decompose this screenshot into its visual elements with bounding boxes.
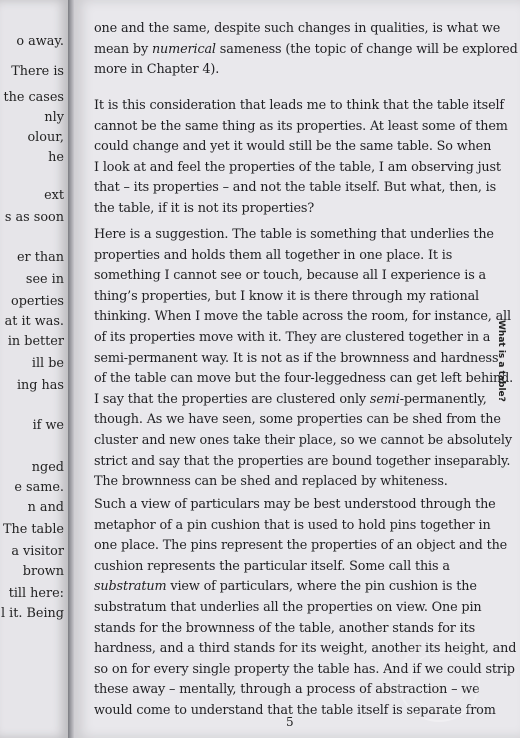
text-line: I say that the properties are clustered only semi-permanently, xyxy=(94,391,487,407)
left-page-text-fragment: at it was. xyxy=(4,314,64,329)
page-number: 5 xyxy=(286,715,294,729)
left-page-text-fragment: if we xyxy=(32,418,64,433)
text-line: mean by numerical sameness (the topic of change will be explored xyxy=(94,41,518,57)
left-page-text-fragment: There is xyxy=(11,64,64,79)
text-line: so on for every single property the table has. And if we could strip xyxy=(94,661,515,677)
left-page-text-fragment: he xyxy=(48,150,64,165)
left-page-text-fragment: o away. xyxy=(16,34,64,49)
left-page-text-fragment: a visitor xyxy=(11,544,64,559)
left-page-text-fragment: see in xyxy=(25,272,64,287)
text-line: It is this consideration that leads me to think that the table itself xyxy=(94,98,505,113)
left-page-text-fragment: er than xyxy=(16,250,64,265)
text-line: properties and holds them all together in one place. It is xyxy=(94,247,453,263)
text-line: cluster and new ones take their place, so we cannot be absolutely xyxy=(94,432,512,448)
left-page-text-fragment: ext xyxy=(44,188,64,203)
text-line: though. As we have seen, some properties can be shed from the xyxy=(94,412,501,428)
left-page-text-fragment: nged xyxy=(31,460,64,475)
emphasis-text: numerical xyxy=(151,41,216,57)
watermark-stamp xyxy=(398,640,480,722)
text-line: Such a view of particulars may be best understood through the xyxy=(94,497,496,512)
emphasis-text: semi xyxy=(369,391,400,407)
paragraph-2 xyxy=(94,96,508,220)
left-page-text-fragment: l it. Being xyxy=(0,606,64,621)
left-page-text-fragment: brown xyxy=(22,564,64,579)
text-line: I look at and feel the properties of the table, I am observing just xyxy=(94,159,501,175)
left-page-text-fragment: operties xyxy=(11,294,64,309)
text-line: cannot be the same thing as its properties. At least some of them xyxy=(94,118,508,134)
text-line: something I cannot see or touch, because all I experience is a xyxy=(94,268,487,284)
running-section-title: What is a table? xyxy=(496,320,506,402)
paragraph-1 xyxy=(94,19,518,81)
left-page-text-fragment: in better xyxy=(7,334,64,349)
left-page-text-fragment: e same. xyxy=(14,480,64,495)
left-page-text-fragment: The table xyxy=(2,522,64,537)
text-line: more in Chapter 4). xyxy=(94,62,220,78)
left-page-text-fragment: s as soon xyxy=(4,210,64,225)
text-line: one and the same, despite such changes in qualities, is what we xyxy=(94,21,501,36)
right-page xyxy=(74,0,520,738)
text-line: hardness, and a third stands for its weight, another its height, and xyxy=(94,641,517,657)
text-line: cushion represents the particular itself. Some call this a xyxy=(94,558,450,574)
left-page-text-fragment: olour, xyxy=(27,130,64,145)
text-line: stands for the brownness of the table, another stands for its xyxy=(94,620,475,636)
text-line: these away – mentally, through a process of abstraction – we xyxy=(94,682,480,698)
text-line: of its properties move with it. They are clustered together in a xyxy=(94,329,491,345)
text-line: of the table can move but the four-leggedness can get left behind. xyxy=(94,371,514,387)
left-page-text-fragment: the cases xyxy=(3,90,64,105)
text-line: Here is a suggestion. The table is something that underlies the xyxy=(94,227,494,242)
paragraph-3 xyxy=(94,225,513,493)
text-line: could change and yet it would still be the same table. So when xyxy=(94,139,492,155)
text-line: that – its properties – and not the table itself. But what, then, is xyxy=(94,180,497,196)
left-page-text-fragment: till here: xyxy=(8,586,64,601)
text-line: would come to understand that the table itself is separate from xyxy=(94,702,496,718)
text-line: substratum view of particulars, where the pin cushion is the xyxy=(94,579,477,595)
text-line: strict and say that the properties are bound together inseparably. xyxy=(94,453,511,469)
left-page-text-fragment: nly xyxy=(44,110,64,125)
text-line: thing’s properties, but I know it is there through my rational xyxy=(94,288,479,304)
text-line: one place. The pins represent the properties of an object and the xyxy=(94,538,508,554)
left-page-text-fragment: ill be xyxy=(31,356,64,371)
text-line: metaphor of a pin cushion that is used to hold pins together in xyxy=(94,517,491,533)
emphasis-text: substratum xyxy=(94,579,167,595)
text-line: the table, if it is not its properties? xyxy=(94,200,315,216)
left-page-text-fragment: ing has xyxy=(16,378,64,393)
left-page xyxy=(0,0,68,738)
text-line: substratum that underlies all the properties on view. One pin xyxy=(94,599,482,615)
left-page-text-fragment: n and xyxy=(27,500,64,515)
text-line: thinking. When I move the table across the room, for instance, all xyxy=(94,309,511,325)
text-line: semi-permanent way. It is not as if the brownness and hardness xyxy=(94,350,499,366)
text-line: The brownness can be shed and replaced by whiteness. xyxy=(94,474,448,490)
